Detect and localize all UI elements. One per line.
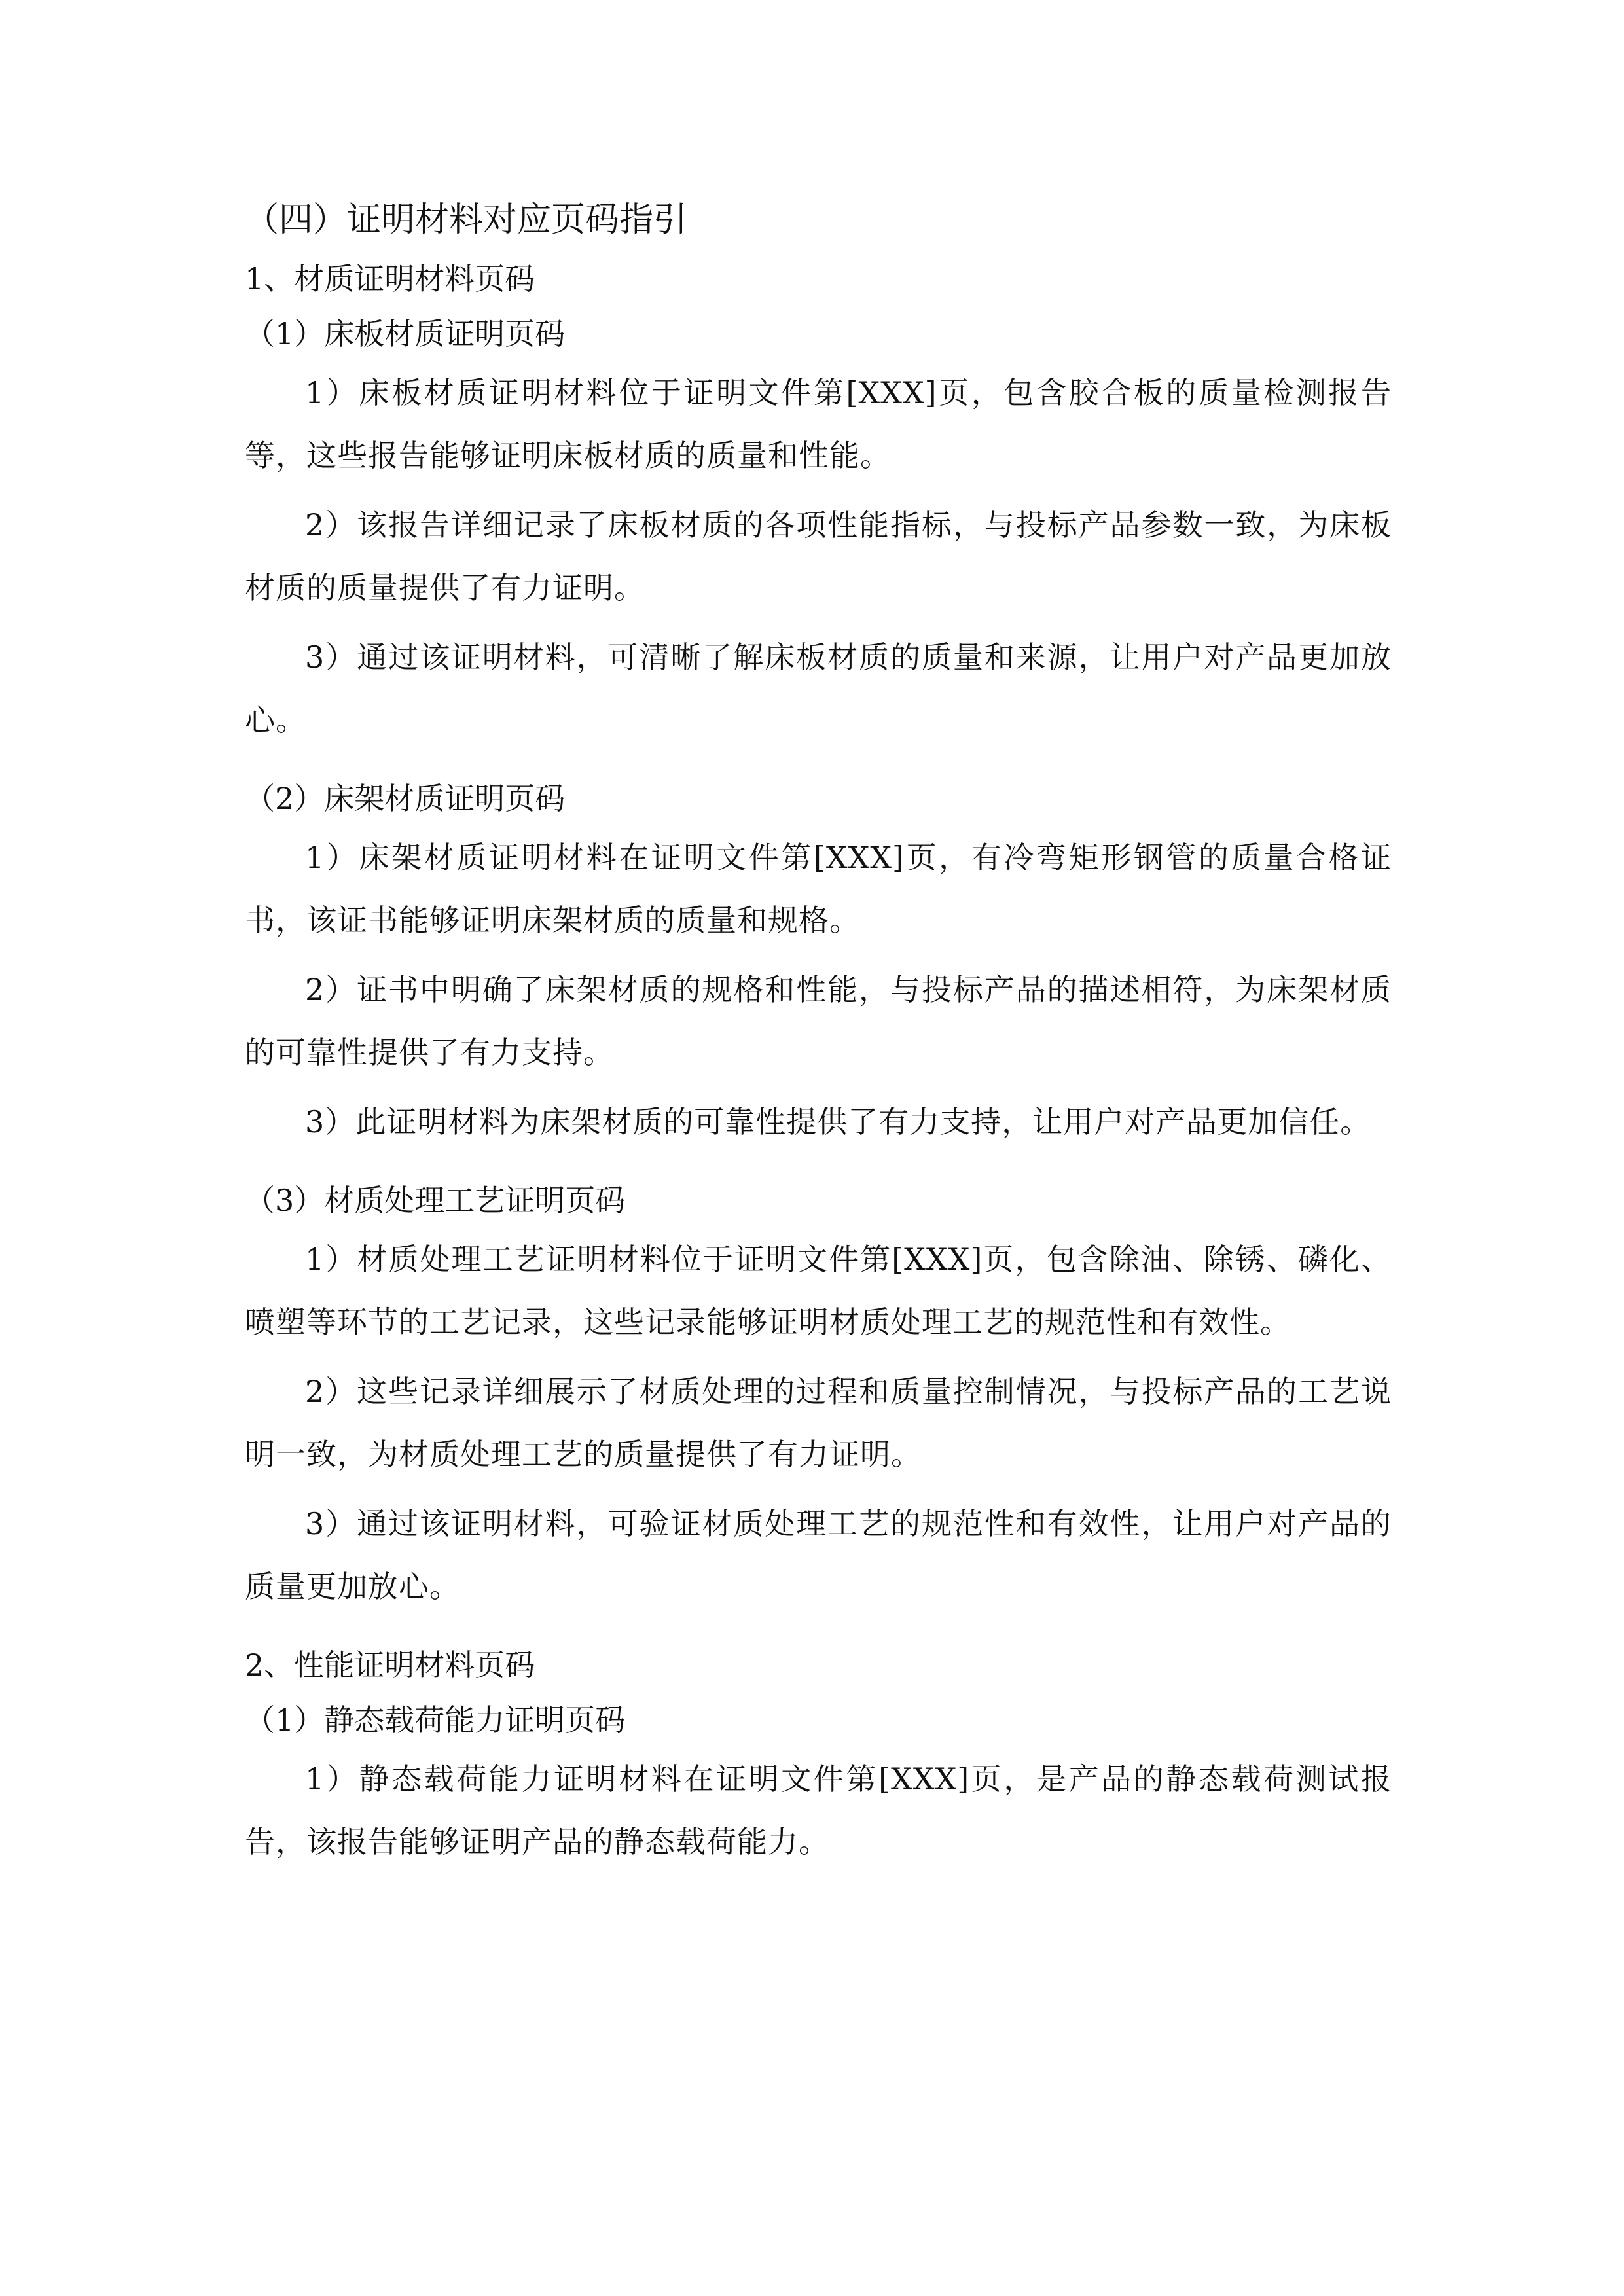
paragraph: 3）通过该证明材料，可清晰了解床板材质的质量和来源，让用户对产品更加放心。 <box>245 639 1392 738</box>
paragraph: 1）材质处理工艺证明材料位于证明文件第[XXX]页，包含除油、除锈、磷化、喷塑等环节的工艺记录，这些记录能够证明材质处理工艺的规范性和有效性。 <box>245 1242 1392 1340</box>
paragraph: 2）该报告详细记录了床板材质的各项性能指标，与投标产品参数一致，为床板材质的质量提供了有力证明。 <box>245 507 1392 605</box>
heading-performance-proof: 2、性能证明材料页码 <box>245 1647 535 1683</box>
subheading-static-load: （1）静态载荷能力证明页码 <box>245 1702 626 1738</box>
paragraph: 2）这些记录详细展示了材质处理的过程和质量控制情况，与投标产品的工艺说明一致，为材质处理工艺的质量提供了有力证明。 <box>245 1374 1392 1472</box>
paragraph: 3）此证明材料为床架材质的可靠性提供了有力支持，让用户对产品更加信任。 <box>305 1104 1371 1139</box>
subheading-bed-frame: （2）床架材质证明页码 <box>245 781 566 816</box>
paragraph: 1）床板材质证明材料位于证明文件第[XXX]页，包含胶合板的质量检测报告等，这些报告能够证明床板材质的质量和性能。 <box>245 375 1392 473</box>
section-title: （四）证明材料对应页码指引 <box>245 200 688 240</box>
document-content <box>245 191 1392 1880</box>
paragraph: 2）证书中明确了床架材质的规格和性能，与投标产品的描述相符，为床架材质的可靠性提供了有力支持。 <box>245 972 1392 1070</box>
paragraph: 1）床架材质证明材料在证明文件第[XXX]页，有冷弯矩形钢管的质量合格证书，该证书能够证明床架材质的质量和规格。 <box>245 840 1392 938</box>
paragraph: 3）通过该证明材料，可验证材质处理工艺的规范性和有效性，让用户对产品的质量更加放心。 <box>245 1506 1392 1604</box>
paragraph: 1）静态载荷能力证明材料在证明文件第[XXX]页，是产品的静态载荷测试报告，该报告能够证明产品的静态载荷能力。 <box>245 1761 1392 1859</box>
heading-material-proof: 1、材质证明材料页码 <box>245 261 535 296</box>
subheading-material-treatment: （3）材质处理工艺证明页码 <box>245 1183 626 1218</box>
subheading-bed-board: （1）床板材质证明页码 <box>245 316 566 351</box>
